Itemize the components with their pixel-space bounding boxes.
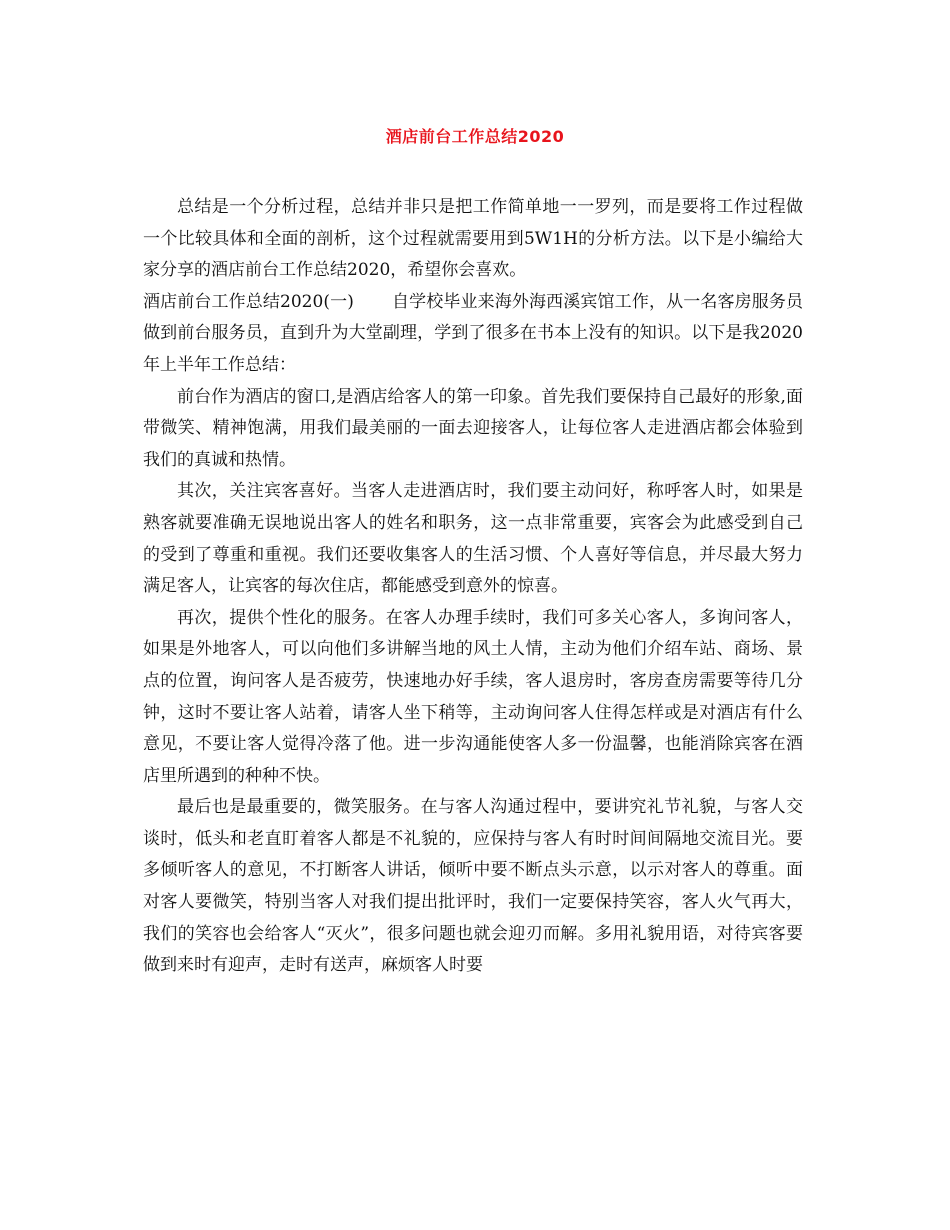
body-paragraph-2: 其次，关注宾客喜好。当客人走进酒店时，我们要主动问好，称呼客人时，如果是熟客就要准确无误地说出客人的姓名和职务，这一点非常重要，宾客会为此感受到自己的受到了尊重和重视。我们还要收集客人的生活习惯、个人喜好等信息，并尽最大努力满足客人，让宾客的每次住店，都能感受到意外的惊喜。: [143, 481, 803, 597]
intro-paragraph: 总结是一个分析过程，总结并非只是把工作简单地一一罗列，而是要将工作过程做一个比较具体和全面的剖析，这个过程就需要用到5W1H的分析方法。以下是小编给大家分享的酒店前台工作总结2020，希望你会喜欢。: [143, 197, 803, 281]
body-paragraph-4: 最后也是最重要的，微笑服务。在与客人沟通过程中，要讲究礼节礼貌，与客人交谈时，低头和老直盯着客人都是不礼貌的，应保持与客人有时时间间隔地交流目光。要多倾听客人的意见，不打断客人讲话，倾听中要不断点头示意，以示对客人的尊重。面对客人要微笑，特别当客人对我们提出批评时，我们一定要保持笑容，客人火气再大，我们的笑容也会给客人“灭火”，很多问题也就会迎刃而解。多用礼貌用语，对待宾客要做到来时有迎声，走时有送声，麻烦客人时要: [143, 797, 803, 976]
body-paragraph-3: 再次，提供个性化的服务。在客人办理手续时，我们可多关心客人，多询问客人，如果是外地客人，可以向他们多讲解当地的风土人情，主动为他们介绍车站、商场、景点的位置，询问客人是否疲劳，快速地办好手续，客人退房时，客房查房需要等待几分钟，这时不要让客人站着，请客人坐下稍等，主动询问客人住得怎样或是对酒店有什么意见，不要让客人觉得冷落了他。进一步沟通能使客人多一份温馨，也能消除宾客在酒店里所遇到的种种不快。: [143, 607, 803, 786]
document-title: 酒店前台工作总结2020: [385, 127, 565, 146]
document-body: [143, 192, 803, 982]
section-heading: 酒店前台工作总结2020(一): [143, 291, 354, 312]
body-paragraph-1: 前台作为酒店的窗口,是酒店给客人的第一印象。首先我们要保持自己最好的形象,面带微笑、精神饱满，用我们最美丽的一面去迎接客人，让每位客人走进酒店都会体验到我们的真诚和热情。: [143, 386, 803, 470]
section-intro: 自学校毕业来海外海西溪宾馆工作，从一名客房服务员做到前台服务员，直到升为大堂副理，学到了很多在书本上没有的知识。以下是我2020年上半年工作总结：: [143, 291, 803, 375]
section-paragraph: [143, 287, 803, 382]
